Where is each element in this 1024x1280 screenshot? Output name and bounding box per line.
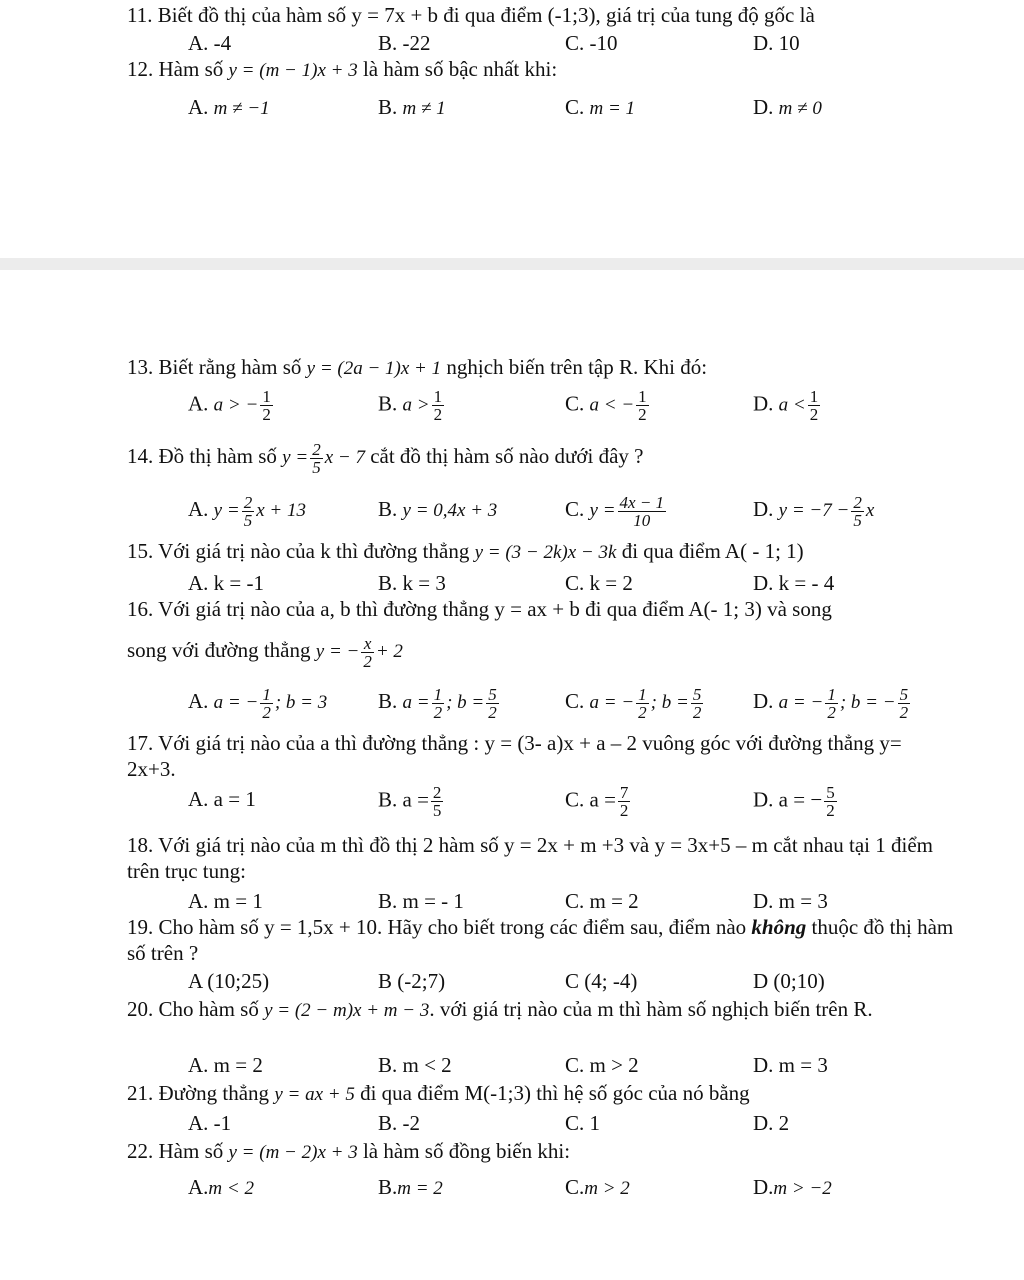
option-label: B. xyxy=(378,1175,398,1199)
option-label: B. xyxy=(378,497,398,521)
option-value: a = − $\frac{1}{2}$ ; b = − $\frac{5}{2}$ xyxy=(778,685,909,723)
fraction: $\frac{2}{5}$ xyxy=(853,493,862,531)
fraction: $\frac{1}{2}$ xyxy=(433,387,443,424)
option-value: a > − xyxy=(213,394,259,416)
question-17-options xyxy=(188,784,968,824)
question-14-options xyxy=(188,494,968,534)
q12-option-d[interactable] xyxy=(753,92,822,124)
q12-option-b[interactable] xyxy=(378,92,446,124)
question-21-options xyxy=(188,1108,968,1138)
fraction: $\frac{1}{2}$ xyxy=(638,685,647,723)
option-label: D. xyxy=(753,95,774,119)
q14-expression: y = $\frac{2}{5}$ x − 7 xyxy=(282,440,365,478)
q15-number: 15. Với giá trị nào của k thì đường thẳng xyxy=(127,539,470,563)
q21-number: 21. Đường thẳng xyxy=(127,1081,270,1105)
q22-text: là hàm số đồng biến khi: xyxy=(362,1139,571,1163)
q12-option-a[interactable] xyxy=(188,92,270,124)
fraction: $\frac{x}{2}$ xyxy=(363,634,372,672)
q22-option-b[interactable] xyxy=(378,1172,443,1204)
q17-option-a[interactable]: A. a = 1 xyxy=(188,787,256,811)
option-value: y = −7 − $\frac{2}{5}$ x xyxy=(778,493,875,531)
option-value: y = $\frac{2}{5}$ x + 13 xyxy=(213,493,306,531)
q17-option-c[interactable]: C. a = $\frac{7}{2}$ xyxy=(565,783,629,820)
q20-expression: y = (2 − m)x + m − 3 xyxy=(264,1000,430,1021)
q19-option-c[interactable]: C (4; -4) xyxy=(565,969,638,993)
q16-option-b[interactable] xyxy=(378,686,501,721)
question-20-stem xyxy=(127,996,954,1024)
fraction: $\frac{1}{2}$ xyxy=(827,685,836,723)
option-label: D. xyxy=(753,1175,774,1199)
q13-number: 13. Biết rằng hàm số xyxy=(127,355,302,379)
option-value: y = 0,4x + 3 xyxy=(402,500,498,521)
question-13-options xyxy=(188,388,968,432)
question-13-stem xyxy=(127,354,954,382)
q16-option-d[interactable] xyxy=(753,686,912,721)
option-label: B. xyxy=(378,95,398,119)
q14-number: 14. Đồ thị hàm số xyxy=(127,444,277,468)
option-value: m < 2 xyxy=(208,1178,254,1199)
q18-option-b[interactable]: B. m = - 1 xyxy=(378,889,464,913)
q20-text: . với giá trị nào của m thì hàm số nghịch biến trên R. xyxy=(429,997,873,1021)
q11-option-b[interactable]: B. -22 xyxy=(378,31,431,55)
question-14-stem xyxy=(127,436,954,478)
q15-option-d[interactable]: D. k = - 4 xyxy=(753,571,835,595)
q14-text: cắt đồ thị hàm số nào dưới đây ? xyxy=(370,444,644,468)
q16-text: song với đường thẳng xyxy=(127,638,311,662)
q22-option-a[interactable] xyxy=(188,1172,254,1204)
question-11-stem: 11. Biết đồ thị của hàm số y = 7x + b đi qua điểm (-1;3), giá trị của tung độ gốc là xyxy=(127,3,815,27)
q21-option-d[interactable]: D. 2 xyxy=(753,1111,790,1135)
q19-emphasis: không xyxy=(751,915,807,939)
q20-option-c[interactable]: C. m > 2 xyxy=(565,1053,639,1077)
option-label: C. xyxy=(565,1175,585,1199)
q13-expression: y = (2a − 1)x + 1 xyxy=(306,358,442,379)
q22-option-d[interactable] xyxy=(753,1172,832,1204)
q20-option-b[interactable]: B. m < 2 xyxy=(378,1053,452,1077)
question-18-stem: 18. Với giá trị nào của m thì đồ thị 2 hàm số y = 2x + m +3 và y = 3x+5 – m cắt nhau tại 1 điểm trên trục tung: xyxy=(127,833,933,883)
question-19-stem xyxy=(127,914,954,966)
option-label: B. xyxy=(378,391,398,416)
q19-text-end: thuộc đồ thị hàm số trên ? xyxy=(127,915,954,965)
option-value: m > −2 xyxy=(773,1178,832,1199)
option-label: D. xyxy=(753,391,774,416)
option-label: D. xyxy=(753,497,774,521)
page-lower xyxy=(0,270,1024,1280)
page-upper xyxy=(0,0,1024,258)
option-value: y = $\frac{4x - 1}{10}$ xyxy=(589,493,665,531)
option-label: C. xyxy=(565,689,585,713)
fraction: $\frac{1}{2}$ xyxy=(433,685,443,723)
fraction: $\frac{1}{2}$ xyxy=(262,387,271,424)
question-19-options xyxy=(188,966,968,996)
q18-option-a[interactable]: A. m = 1 xyxy=(188,889,263,913)
fraction: $\frac{1}{2}$ xyxy=(638,387,647,424)
q11-option-a[interactable]: A. -4 xyxy=(188,31,232,55)
question-21-stem xyxy=(127,1080,954,1108)
q17-option-d[interactable]: D. a = − $\frac{5}{2}$ xyxy=(753,783,835,820)
option-value: m = 1 xyxy=(589,98,636,119)
question-15-stem xyxy=(127,538,954,566)
q13-option-c[interactable] xyxy=(565,388,651,423)
option-label: B. xyxy=(378,689,398,713)
question-12-options xyxy=(188,92,968,122)
q14-option-d[interactable] xyxy=(753,494,874,529)
question-15-options xyxy=(188,568,968,598)
fraction: $\frac{7}{2}$ xyxy=(619,783,629,820)
question-16-stem: 16. Với giá trị nào của a, b thì đường thẳng y = ax + b đi qua điểm A(- 1; 3) và song xyxy=(127,597,832,621)
q21-option-c[interactable]: C. 1 xyxy=(565,1111,601,1135)
q19-text: 19. Cho hàm số y = 1,5x + 10. Hãy cho biết trong các điểm sau, điểm nào xyxy=(127,915,747,939)
option-label: C. xyxy=(565,497,585,521)
question-22-options xyxy=(188,1172,968,1202)
q15-option-a[interactable]: A. k = -1 xyxy=(188,571,265,595)
q22-number: 22. Hàm số xyxy=(127,1139,224,1163)
q18-option-d[interactable]: D. m = 3 xyxy=(753,889,828,913)
q15-option-b[interactable]: B. k = 3 xyxy=(378,571,446,595)
q15-expression: y = (3 − 2k)x − 3k xyxy=(474,542,617,563)
option-label: C. xyxy=(565,95,585,119)
question-20-options xyxy=(188,1050,968,1080)
fraction: $\frac{2}{5}$ xyxy=(432,783,442,820)
question-16-options xyxy=(188,686,968,726)
fraction: $\frac{5}{2}$ xyxy=(899,685,909,723)
fraction: $\frac{2}{5}$ xyxy=(312,440,321,478)
q16-option-c[interactable] xyxy=(565,686,705,721)
fraction: $\frac{5}{2}$ xyxy=(488,685,497,723)
option-value: a = $\frac{1}{2}$ ; b = $\frac{5}{2}$ xyxy=(402,685,497,723)
option-label: C. xyxy=(565,391,585,416)
fraction: $\frac{1}{2}$ xyxy=(809,387,819,424)
question-16-stem-line2 xyxy=(127,630,954,672)
q19-option-b[interactable]: B (-2;7) xyxy=(378,969,446,993)
q12-number: 12. Hàm số xyxy=(127,57,224,81)
q21-option-b[interactable]: B. -2 xyxy=(378,1111,420,1135)
question-18-options xyxy=(188,886,968,916)
option-value: m ≠ 1 xyxy=(402,98,446,119)
option-value: a < xyxy=(778,394,806,416)
q12-expression: y = (m − 1)x + 3 xyxy=(228,60,358,81)
q12-option-c[interactable] xyxy=(565,92,635,124)
option-value: m > 2 xyxy=(584,1178,630,1199)
q19-option-d[interactable]: D (0;10) xyxy=(753,969,825,993)
fraction: $\frac{5}{2}$ xyxy=(826,783,835,820)
fraction: $\frac{1}{2}$ xyxy=(262,685,271,723)
q11-option-c[interactable]: C. -10 xyxy=(565,31,618,55)
q18-option-c[interactable]: C. m = 2 xyxy=(565,889,639,913)
fraction: $\frac{5}{2}$ xyxy=(692,685,702,723)
option-label: A. xyxy=(188,689,209,713)
fraction: $\frac{2}{5}$ xyxy=(243,493,253,531)
q14-option-c[interactable] xyxy=(565,494,668,529)
q21-expression: y = ax + 5 xyxy=(274,1084,355,1105)
q15-option-c[interactable]: C. k = 2 xyxy=(565,571,633,595)
q16-option-a[interactable] xyxy=(188,686,327,721)
option-label: A. xyxy=(188,1175,209,1199)
option-value: a > xyxy=(402,394,430,416)
option-label: A. xyxy=(188,497,209,521)
q21-option-a[interactable]: A. -1 xyxy=(188,1111,232,1135)
q16-expression: y = − $\frac{x}{2}$ + 2 xyxy=(315,634,403,672)
q14-option-a[interactable] xyxy=(188,494,306,529)
page-separator xyxy=(0,258,1024,270)
q20-option-a[interactable]: A. m = 2 xyxy=(188,1053,263,1077)
q20-number: 20. Cho hàm số xyxy=(127,997,259,1021)
option-value: m = 2 xyxy=(397,1178,443,1199)
q17-option-b[interactable]: B. a = $\frac{2}{5}$ xyxy=(378,783,442,820)
q13-option-b[interactable] xyxy=(378,388,446,423)
q14-option-b[interactable] xyxy=(378,494,497,526)
option-value: m ≠ 0 xyxy=(778,98,822,119)
question-17-stem: 17. Với giá trị nào của a thì đường thẳng : y = (3- a)x + a – 2 vuông góc với đường thẳng y= 2x+3. xyxy=(127,731,902,781)
question-12-stem xyxy=(127,56,954,84)
question-22-stem xyxy=(127,1138,954,1166)
option-value: a = − $\frac{1}{2}$ ; b = $\frac{5}{2}$ xyxy=(589,685,702,723)
option-label: A. xyxy=(188,391,209,416)
q11-option-d[interactable]: D. 10 xyxy=(753,31,800,55)
q13-option-d[interactable] xyxy=(753,388,822,423)
q20-option-d[interactable]: D. m = 3 xyxy=(753,1053,828,1077)
q22-expression: y = (m − 2)x + 3 xyxy=(228,1142,358,1163)
q19-option-a[interactable]: A (10;25) xyxy=(188,969,270,993)
option-label: D. xyxy=(753,689,774,713)
option-value: m ≠ −1 xyxy=(213,98,270,119)
q22-option-c[interactable] xyxy=(565,1172,630,1204)
q13-text: nghịch biến trên tập R. Khi đó: xyxy=(446,355,708,379)
q21-text: đi qua điểm M(-1;3) thì hệ số góc của nó bằng xyxy=(360,1081,750,1105)
option-label: A. xyxy=(188,95,209,119)
q13-option-a[interactable] xyxy=(188,388,275,423)
option-value: a = − $\frac{1}{2}$ ; b = 3 xyxy=(213,685,328,723)
question-11-options xyxy=(188,28,968,58)
q12-text: là hàm số bậc nhất khi: xyxy=(362,57,558,81)
option-value: a < − xyxy=(589,394,635,416)
q15-text: đi qua điểm A( - 1; 1) xyxy=(621,539,804,563)
fraction: $\frac{4x - 1}{10}$ xyxy=(619,493,665,531)
